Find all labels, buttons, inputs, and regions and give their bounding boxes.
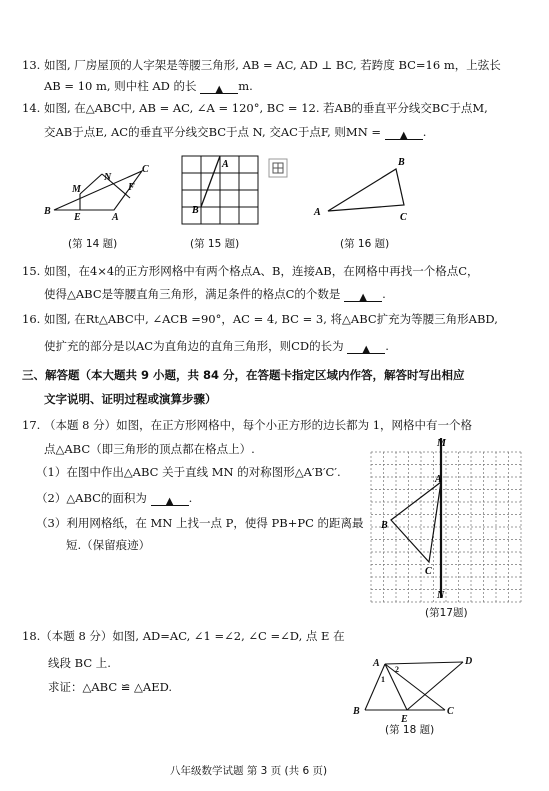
q17-part2-text: （2）△ABC的面积为 (36, 491, 147, 505)
caption-fig15: (第 15 题) (190, 238, 240, 250)
fig16-triangle (328, 169, 404, 211)
fig16-label-a: A (314, 207, 321, 218)
q17-answer-blank (151, 493, 189, 506)
fig14-label-f: F (128, 182, 135, 193)
q13-answer-blank (200, 81, 238, 94)
section3-heading-line2: 文字说明、证明过程或演算步骤） (44, 392, 217, 406)
fig14-label-e: E (74, 212, 81, 223)
fig16-label-b: B (398, 157, 405, 168)
q15-line2-text: 使得△ABC是等腰直角三角形，满足条件的格点C的个数是 (44, 287, 341, 301)
fig17-label-b: B (381, 520, 388, 531)
q15-line1: 15. 如图，在4×4的正方形网格中有两个格点A、B，连接AB，在网格中再找一个格点C， (22, 264, 479, 278)
fig18-angle-1: 1 (381, 675, 385, 684)
fig17-label-n: N (437, 590, 445, 601)
q17-part1: （1）在图中作出△ABC 关于直线 MN 的对称图形△A′B′C′. (36, 465, 341, 479)
fig18-label-b: B (353, 706, 360, 717)
figure-17 (365, 436, 525, 606)
fig17-label-c: C (425, 566, 432, 577)
fig14-label-b: B (44, 206, 51, 217)
q18-line2: 线段 BC 上. (48, 656, 111, 670)
blank-marker-icon: ▲ (399, 130, 408, 141)
q16-answer-blank (347, 341, 385, 354)
q14-line1: 14. 如图, 在△ABC中, AB = AC, ∠A = 120°, BC = 12. 若AB的垂直平分线交BC于点M, (22, 101, 488, 115)
q17-part3-line1: （3）利用网格纸，在 MN 上找一点 P，使得 PB+PC 的距离最 (36, 516, 364, 530)
q13-line2-text: AB = 10 m, 则中柱 AD 的长 (44, 79, 197, 93)
q15-line2 (44, 287, 386, 302)
q15-period: . (382, 287, 386, 301)
scan-icon (268, 158, 288, 178)
q16-line1: 16. 如图, 在Rt△ABC中, ∠ACB =90°，AC = 4, BC = 3, 将△ABC扩充为等腰三角形ABD, (22, 312, 498, 326)
q18-line3: 求证：△ABC ≌ △AED. (48, 680, 173, 694)
fig14-label-n: N (104, 172, 112, 183)
fig18-line-ad (385, 662, 463, 664)
fig15-segment-ab (201, 156, 220, 207)
q18-line1: 18.（本题 8 分）如图, AD=AC, ∠1 =∠2, ∠C =∠D, 点 E 在 (22, 629, 345, 643)
figure-16 (310, 153, 420, 223)
q17-line2: 点△ABC（即三角形的顶点都在格点上）. (44, 442, 255, 456)
q14-line2-text: 交AB于点E, AC的垂直平分线交BC于点 N, 交AC于点F, 则MN = (44, 125, 382, 139)
q14-period: . (422, 125, 427, 139)
figure-14 (40, 158, 160, 228)
fig14-line-mn (80, 174, 102, 194)
q17-line1: 17. （本题 8 分）如图，在正方形网格中，每个小正方形的边长都为 1，网格中有一个格 (22, 418, 473, 432)
fig14-label-m: M (72, 184, 81, 195)
caption-fig14: (第 14 题) (68, 238, 118, 250)
q13-unit: m. (238, 79, 253, 93)
q16-line2 (44, 339, 389, 354)
q14-answer-blank (385, 127, 423, 140)
q16-period: . (385, 339, 389, 353)
fig16-label-c: C (400, 212, 407, 223)
fig17-label-a: A (435, 474, 442, 485)
fig14-label-a: A (112, 212, 119, 223)
caption-fig16: (第 16 题) (340, 238, 390, 250)
fig18-label-a: A (373, 658, 380, 669)
q17-period: . (188, 491, 193, 505)
q17-part3-line2: 短.（保留痕迹） (66, 538, 151, 552)
blank-marker-icon: ▲ (362, 344, 371, 355)
fig18-angle-2: 2 (395, 665, 399, 674)
fig17-label-m: M (437, 438, 446, 449)
caption-fig18: (第 18 题) (385, 724, 435, 736)
blank-marker-icon: ▲ (359, 292, 367, 303)
page-footer: 八年级数学试题 第 3 页 (共 6 页) (170, 765, 328, 777)
blank-marker-icon: ▲ (215, 84, 224, 95)
q13-line2 (44, 79, 253, 94)
fig15-label-a: A (222, 159, 229, 170)
figure-15 (180, 155, 260, 227)
section3-heading-line1: 三、解答题（本大题共 9 小题，共 84 分，在答题卡指定区域内作答，解答时写出相应 (22, 368, 465, 382)
blank-marker-icon: ▲ (165, 496, 174, 507)
caption-fig17: (第17题) (425, 607, 468, 619)
fig18-label-d: D (465, 656, 473, 667)
q13-line1: 13. 如图, 厂房屋顶的人字架是等腰三角形, AB = AC, AD ⊥ BC, 若跨度 BC=16 m，上弦长 (22, 58, 501, 72)
q15-answer-blank (344, 289, 382, 302)
fig18-label-c: C (447, 706, 454, 717)
fig14-label-c: C (142, 164, 149, 175)
fig18-label-e: E (401, 714, 408, 725)
q14-line2 (44, 125, 426, 140)
q17-part2 (36, 491, 192, 506)
q16-line2-text: 使扩充的部分是以AC为直角边的直角三角形，则CD的长为 (44, 339, 344, 353)
fig15-label-b: B (192, 205, 199, 216)
fig18-line-ab (365, 664, 385, 710)
